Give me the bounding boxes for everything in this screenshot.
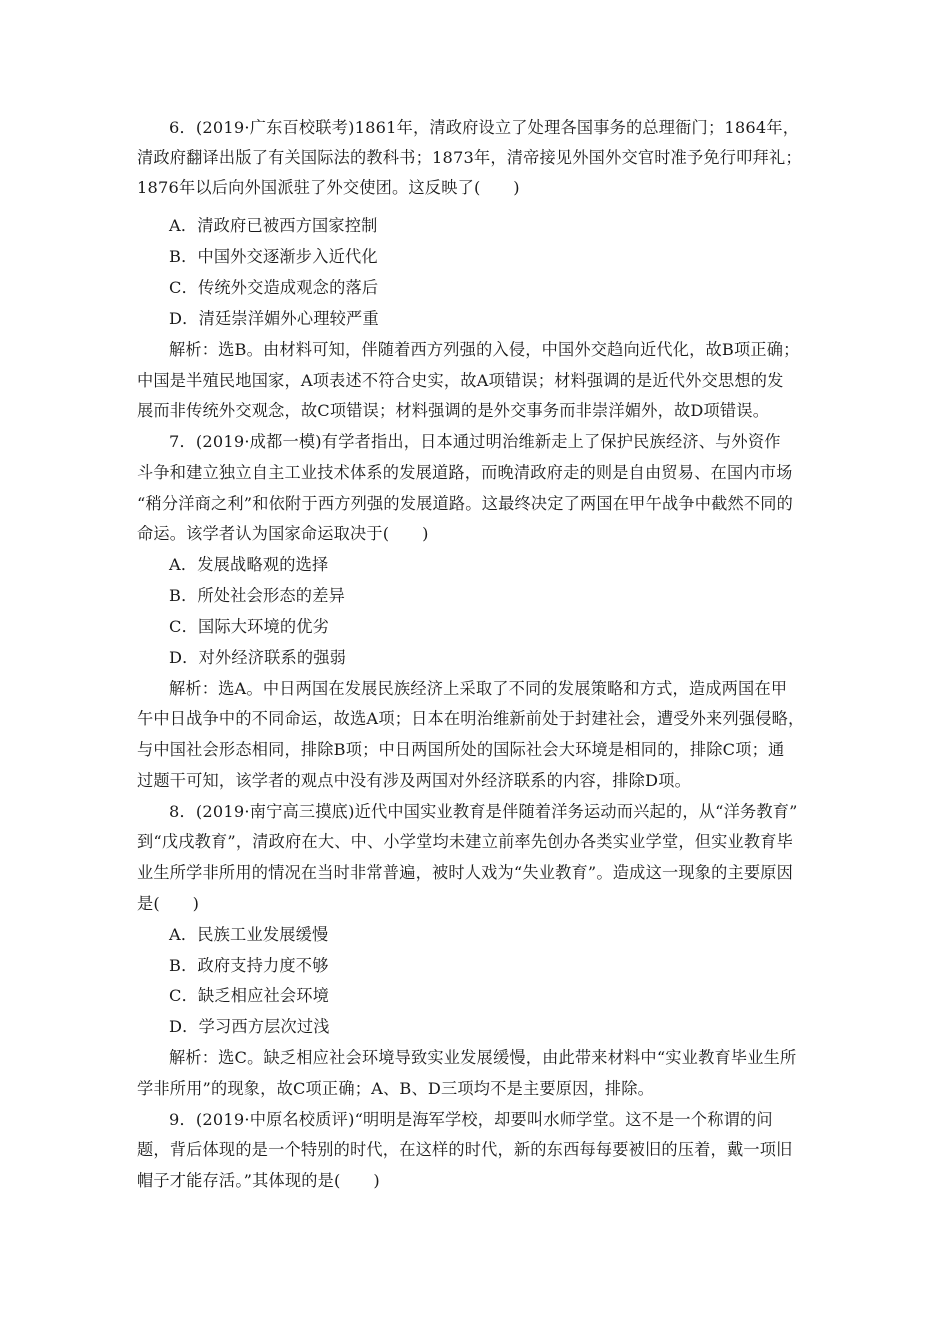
q7-stem-line-3: “稍分洋商之利”和依附于西方列强的发展道路。这最终决定了两国在甲午战争中截然不同的: [137, 494, 794, 513]
q8-stem-line-3: 业生所学非所用的情况在当时非常普遍，被时人戏为“失业教育”。造成这一现象的主要原因: [137, 863, 794, 882]
q7-analysis-line-2: 午中日战争中的不同命运，故选A项；日本在明治维新前处于封建社会，遭受外来列强侵略，: [137, 709, 805, 728]
q6-option-c: C．传统外交造成观念的落后: [169, 278, 379, 297]
q9-stem-line-1: 9．(2019·中原名校质评)“明明是海军学校，却要叫水师学堂。这不是一个称谓的问: [169, 1110, 773, 1129]
q9-stem-line-2: 题，背后体现的是一个特别的时代，在这样的时代，新的东西每每要被旧的压着，戴一项旧: [137, 1140, 793, 1159]
q6-analysis-line-2: 中国是半殖民地国家，A项表述不符合史实，故A项错误；材料强调的是近代外交思想的发: [137, 371, 784, 390]
q6-stem-line-3: 1876年以后向外国派驻了外交使团。这反映了( ): [137, 178, 520, 197]
q6-option-b: B．中国外交逐渐步入近代化: [169, 247, 378, 266]
q7-stem-line-2: 斗争和建立独立自主工业技术体系的发展道路，而晚清政府走的则是自由贸易、在国内市场: [137, 463, 793, 482]
q7-option-a: A．发展战略观的选择: [169, 555, 329, 574]
q6-stem-line-2: 清政府翻译出版了有关国际法的教科书；1873年，清帝接见外国外交官时准予免行叩拜礼；: [137, 148, 802, 167]
q7-stem-line-1: 7．(2019·成都一模)有学者指出，日本通过明治维新走上了保护民族经济、与外资作: [169, 432, 781, 451]
q8-option-c: C．缺乏相应社会环境: [169, 986, 330, 1005]
q8-option-d: D．学习西方层次过浅: [169, 1017, 330, 1036]
q7-option-c: C．国际大环境的优劣: [169, 617, 330, 636]
q8-option-a: A．民族工业发展缓慢: [169, 925, 329, 944]
q7-analysis-line-1: 解析：选A。中日两国在发展民族经济上采取了不同的发展策略和方式，造成两国在甲: [169, 679, 788, 698]
q7-option-b: B．所处社会形态的差异: [169, 586, 345, 605]
q8-stem-line-1: 8．(2019·南宁高三摸底)近代中国实业教育是伴随着洋务运动而兴起的，从“洋务教育”: [169, 802, 798, 821]
q7-option-d: D．对外经济联系的强弱: [169, 648, 347, 667]
q9-stem-line-3: 帽子才能存活。”其体现的是( ): [137, 1171, 380, 1190]
q8-option-b: B．政府支持力度不够: [169, 956, 329, 975]
q7-analysis-line-3: 与中国社会形态相同，排除B项；中日两国所处的国际社会大环境是相同的，排除C项；通: [137, 740, 785, 759]
q8-stem-line-4: 是( ): [137, 894, 200, 913]
q8-stem-line-2: 到“戊戌教育”，清政府在大、中、小学堂均未建立前率先创办各类实业学堂，但实业教育毕: [137, 832, 794, 851]
q6-analysis-line-1: 解析：选B。由材料可知，伴随着西方列强的入侵，中国外交趋向近代化，故B项正确；: [169, 340, 800, 359]
q6-option-a: A．清政府已被西方国家控制: [169, 216, 378, 235]
q6-stem-line-1: 6．(2019·广东百校联考)1861年，清政府设立了处理各国事务的总理衙门；1864年，: [169, 118, 800, 137]
q7-analysis-line-4: 过题干可知，该学者的观点中没有涉及两国对外经济联系的内容，排除D项。: [137, 771, 691, 790]
q6-option-d: D．清廷崇洋媚外心理较严重: [169, 309, 379, 328]
q8-analysis-line-1: 解析：选C。缺乏相应社会环境导致实业发展缓慢，由此带来材料中“实业教育毕业生所: [169, 1048, 797, 1067]
q6-analysis-line-3: 展而非传统外交观念，故C项错误；材料强调的是外交事务而非崇洋媚外，故D项错误。: [137, 401, 770, 420]
q7-stem-line-4: 命运。该学者认为国家命运取决于( ): [137, 524, 429, 543]
q8-analysis-line-2: 学非所用”的现象，故C项正确；A、B、D三项均不是主要原因，排除。: [137, 1079, 655, 1098]
